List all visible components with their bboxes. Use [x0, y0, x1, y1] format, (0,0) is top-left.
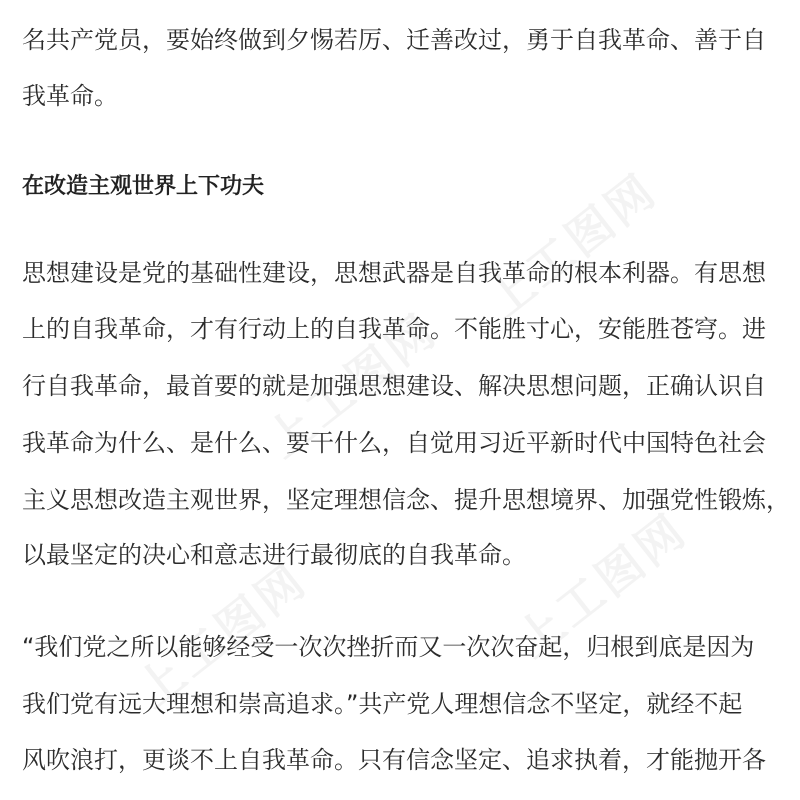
paragraph-1-line: 上的自我革命，才有行动上的自我革命。不能胜寸心，安能胜苍穹。进	[22, 315, 766, 343]
watermark: 上工图网	[476, 162, 668, 329]
paragraph-1-line: 以最坚定的决心和意志进行最彻底的自我革命。	[22, 541, 526, 569]
section-heading: 在改造主观世界上下功夫	[22, 174, 265, 199]
watermark: 上工图网	[126, 552, 318, 719]
intro-line: 名共产党员，要始终做到夕惕若厉、迁善改过，勇于自我革命、善于自	[22, 26, 766, 54]
watermark: 上工图网	[506, 502, 698, 669]
paragraph-2-line: “我们党之所以能够经受一次次挫折而又一次次奋起，归根到底是因为	[22, 633, 755, 661]
paragraph-1-line: 我革命为什么、是什么、要干什么，自觉用习近平新时代中国特色社会	[22, 429, 766, 457]
paragraph-1-line: 主义思想改造主观世界，坚定理想信念、提升思想境界、加强党性锻炼，	[22, 486, 790, 514]
paragraph-2-line: 风吹浪打，更谈不上自我革命。只有信念坚定、追求执着，才能抛开各	[22, 746, 766, 774]
paragraph-2-line: 我们党有远大理想和崇高追求。”共产党人理想信念不坚定，就经不起	[22, 690, 743, 718]
paragraph-1-line: 思想建设是党的基础性建设，思想武器是自我革命的根本利器。有思想	[22, 259, 766, 287]
watermark: 上工图网	[256, 302, 448, 469]
paragraph-1-line: 行自我革命，最首要的就是加强思想建设、解决思想问题，正确认识自	[22, 372, 766, 400]
intro-line: 我革命。	[22, 82, 118, 110]
